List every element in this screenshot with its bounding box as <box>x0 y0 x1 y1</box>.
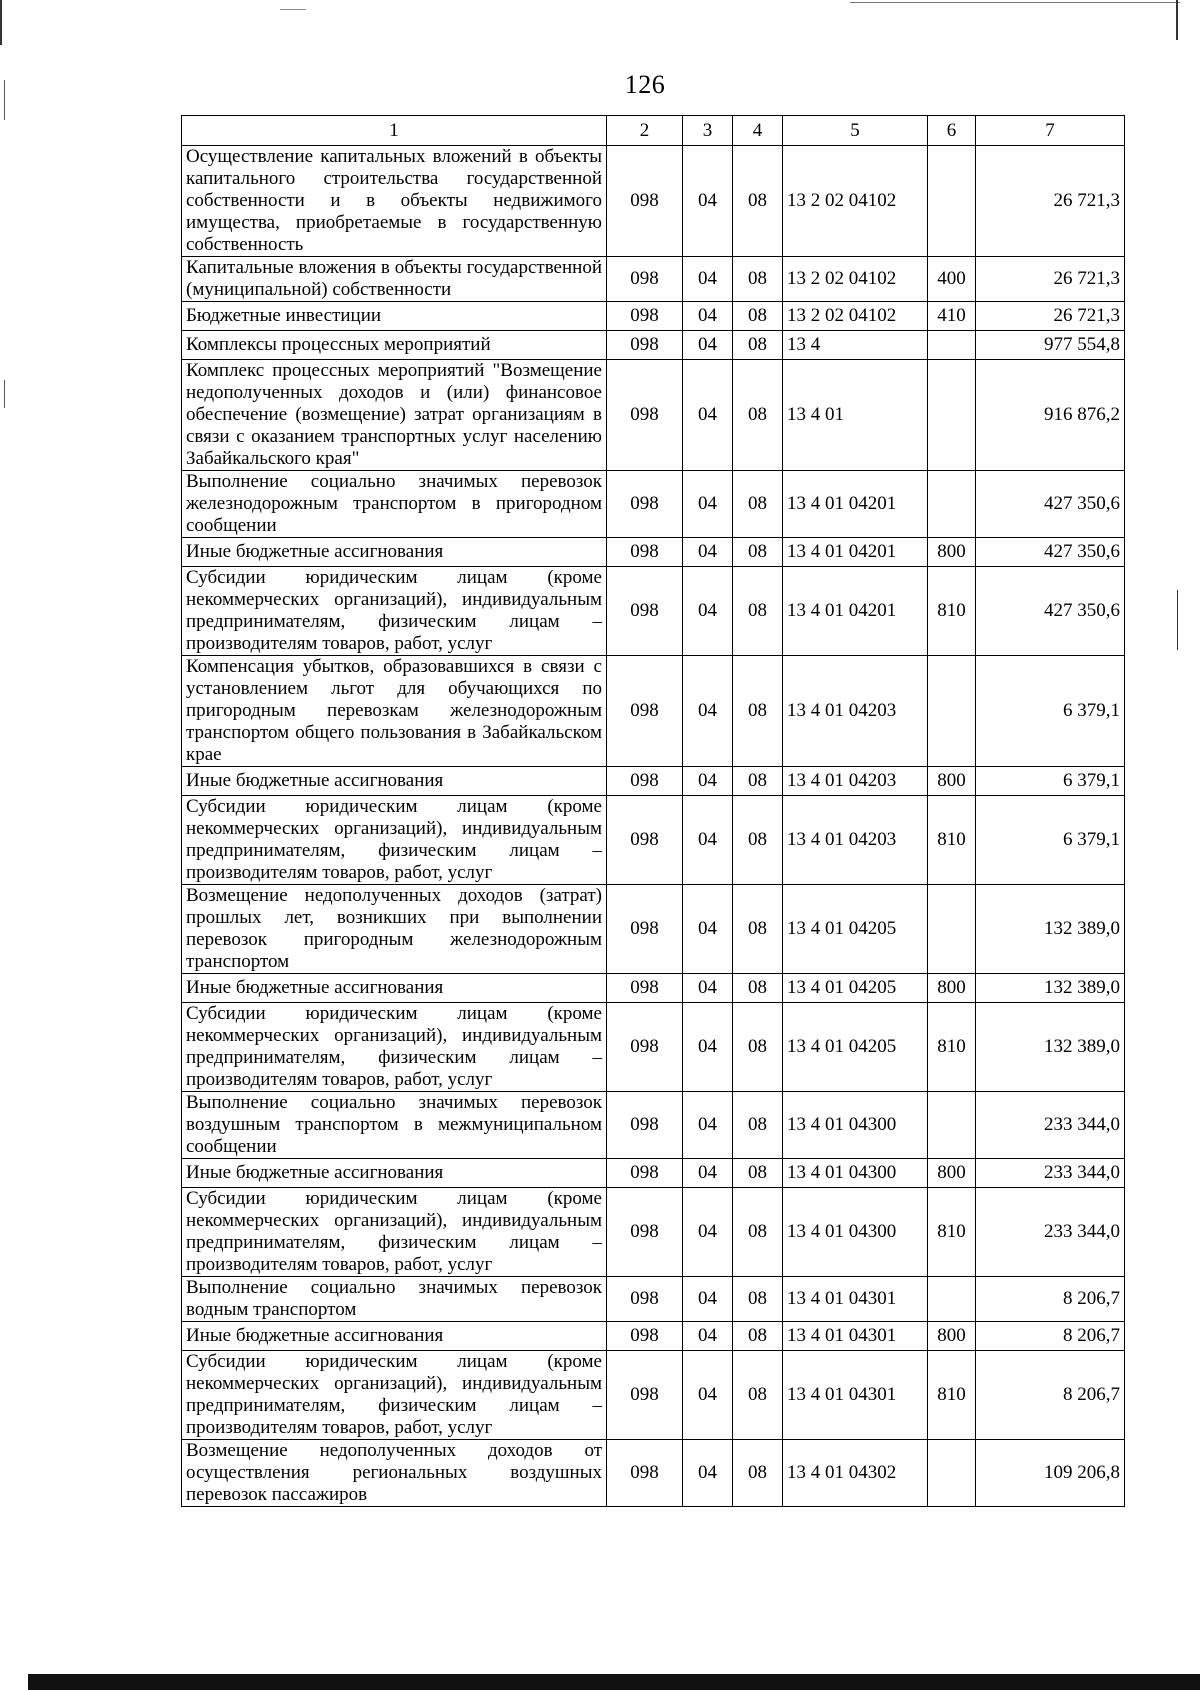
target-article-cell: 13 4 01 04201 <box>783 471 928 538</box>
target-article-cell: 13 4 01 04201 <box>783 567 928 656</box>
grbs-code-cell: 098 <box>607 257 683 302</box>
grbs-code-cell: 098 <box>607 1322 683 1351</box>
grbs-code-cell: 098 <box>607 974 683 1003</box>
section-code-cell: 04 <box>683 257 733 302</box>
row-name-cell: Субсидии юридическим лицам (кроме некоммерческих организаций), индивидуальным предпринимателям, физическим лицам – производителям товаров, работ, услуг <box>182 1003 607 1092</box>
table-header-row <box>182 116 1125 146</box>
grbs-code-cell: 098 <box>607 360 683 471</box>
row-name-cell: Выполнение социально значимых перевозок водным транспортом <box>182 1277 607 1322</box>
budget-table <box>181 115 1125 1507</box>
table-row <box>182 885 1125 974</box>
subsection-code-cell: 08 <box>733 767 783 796</box>
target-article-cell: 13 4 <box>783 331 928 360</box>
expense-type-cell <box>928 1092 976 1159</box>
target-article-cell: 13 4 01 04203 <box>783 767 928 796</box>
section-code-cell: 04 <box>683 1277 733 1322</box>
grbs-code-cell: 098 <box>607 538 683 567</box>
target-article-cell: 13 4 01 04302 <box>783 1440 928 1507</box>
expense-type-cell: 810 <box>928 1003 976 1092</box>
grbs-code-cell: 098 <box>607 1440 683 1507</box>
subsection-code-cell: 08 <box>733 974 783 1003</box>
target-article-cell: 13 4 01 04301 <box>783 1351 928 1440</box>
amount-cell: 233 344,0 <box>976 1159 1125 1188</box>
subsection-code-cell: 08 <box>733 567 783 656</box>
scan-artifact <box>28 1674 1200 1690</box>
section-code-cell: 04 <box>683 1440 733 1507</box>
table-body <box>182 146 1125 1507</box>
subsection-code-cell: 08 <box>733 1277 783 1322</box>
subsection-code-cell: 08 <box>733 538 783 567</box>
target-article-cell: 13 4 01 04300 <box>783 1159 928 1188</box>
scan-artifact <box>1176 0 1178 40</box>
subsection-code-cell: 08 <box>733 471 783 538</box>
section-code-cell: 04 <box>683 302 733 331</box>
target-article-cell: 13 4 01 04301 <box>783 1277 928 1322</box>
section-code-cell: 04 <box>683 1351 733 1440</box>
column-header: 1 <box>182 116 607 146</box>
row-name-cell: Капитальные вложения в объекты государственной (муниципальной) собственности <box>182 257 607 302</box>
amount-cell: 427 350,6 <box>976 538 1125 567</box>
amount-cell: 6 379,1 <box>976 656 1125 767</box>
subsection-code-cell: 08 <box>733 257 783 302</box>
row-name-cell: Иные бюджетные ассигнования <box>182 974 607 1003</box>
target-article-cell: 13 4 01 04201 <box>783 538 928 567</box>
expense-type-cell: 410 <box>928 302 976 331</box>
amount-cell: 427 350,6 <box>976 567 1125 656</box>
scan-artifact <box>1177 590 1178 650</box>
section-code-cell: 04 <box>683 767 733 796</box>
page-number: 126 <box>624 70 666 99</box>
grbs-code-cell: 098 <box>607 1092 683 1159</box>
amount-cell: 6 379,1 <box>976 767 1125 796</box>
section-code-cell: 04 <box>683 567 733 656</box>
expense-type-cell: 800 <box>928 538 976 567</box>
amount-cell: 233 344,0 <box>976 1092 1125 1159</box>
grbs-code-cell: 098 <box>607 796 683 885</box>
column-header: 7 <box>976 116 1125 146</box>
subsection-code-cell: 08 <box>733 1092 783 1159</box>
target-article-cell: 13 4 01 04300 <box>783 1188 928 1277</box>
amount-cell: 109 206,8 <box>976 1440 1125 1507</box>
scan-artifact <box>0 0 2 45</box>
table-row <box>182 331 1125 360</box>
expense-type-cell <box>928 331 976 360</box>
scan-artifact <box>850 2 1180 3</box>
row-name-cell: Иные бюджетные ассигнования <box>182 538 607 567</box>
target-article-cell: 13 4 01 04205 <box>783 974 928 1003</box>
amount-cell: 8 206,7 <box>976 1351 1125 1440</box>
subsection-code-cell: 08 <box>733 146 783 257</box>
row-name-cell: Компенсация убытков, образовавшихся в связи с установлением льгот для обучающихся по пригородным перевозкам железнодорожным транспортом общего пользования в Забайкальском крае <box>182 656 607 767</box>
expense-type-cell: 810 <box>928 1351 976 1440</box>
grbs-code-cell: 098 <box>607 885 683 974</box>
target-article-cell: 13 2 02 04102 <box>783 302 928 331</box>
amount-cell: 977 554,8 <box>976 331 1125 360</box>
grbs-code-cell: 098 <box>607 767 683 796</box>
table-row <box>182 767 1125 796</box>
target-article-cell: 13 4 01 04205 <box>783 885 928 974</box>
expense-type-cell <box>928 471 976 538</box>
row-name-cell: Иные бюджетные ассигнования <box>182 1322 607 1351</box>
column-header: 4 <box>733 116 783 146</box>
expense-type-cell <box>928 360 976 471</box>
section-code-cell: 04 <box>683 331 733 360</box>
section-code-cell: 04 <box>683 885 733 974</box>
scan-artifact <box>4 380 5 408</box>
grbs-code-cell: 098 <box>607 146 683 257</box>
expense-type-cell: 810 <box>928 796 976 885</box>
expense-type-cell <box>928 146 976 257</box>
target-article-cell: 13 4 01 04300 <box>783 1092 928 1159</box>
subsection-code-cell: 08 <box>733 1188 783 1277</box>
row-name-cell: Субсидии юридическим лицам (кроме некоммерческих организаций), индивидуальным предпринимателям, физическим лицам – производителям товаров, работ, услуг <box>182 1351 607 1440</box>
amount-cell: 6 379,1 <box>976 796 1125 885</box>
scan-artifact <box>280 9 306 10</box>
table-row <box>182 1322 1125 1351</box>
subsection-code-cell: 08 <box>733 1440 783 1507</box>
table-row <box>182 1092 1125 1159</box>
target-article-cell: 13 4 01 04203 <box>783 796 928 885</box>
grbs-code-cell: 098 <box>607 1351 683 1440</box>
section-code-cell: 04 <box>683 146 733 257</box>
table-row <box>182 1440 1125 1507</box>
table-row <box>182 360 1125 471</box>
target-article-cell: 13 4 01 04205 <box>783 1003 928 1092</box>
section-code-cell: 04 <box>683 360 733 471</box>
section-code-cell: 04 <box>683 471 733 538</box>
amount-cell: 233 344,0 <box>976 1188 1125 1277</box>
subsection-code-cell: 08 <box>733 796 783 885</box>
subsection-code-cell: 08 <box>733 885 783 974</box>
target-article-cell: 13 4 01 04203 <box>783 656 928 767</box>
expense-type-cell <box>928 656 976 767</box>
row-name-cell: Выполнение социально значимых перевозок воздушным транспортом в межмуниципальном сообщении <box>182 1092 607 1159</box>
amount-cell: 132 389,0 <box>976 885 1125 974</box>
row-name-cell: Осуществление капитальных вложений в объекты капитального строительства государственной собственности и в объекты недвижимого имущества, приобретаемые в государственную собственность <box>182 146 607 257</box>
expense-type-cell: 810 <box>928 567 976 656</box>
section-code-cell: 04 <box>683 974 733 1003</box>
table-row <box>182 796 1125 885</box>
amount-cell: 132 389,0 <box>976 1003 1125 1092</box>
grbs-code-cell: 098 <box>607 1159 683 1188</box>
column-header: 5 <box>783 116 928 146</box>
row-name-cell: Возмещение недополученных доходов от осуществления региональных воздушных перевозок пассажиров <box>182 1440 607 1507</box>
subsection-code-cell: 08 <box>733 1159 783 1188</box>
row-name-cell: Комплекс процессных мероприятий "Возмещение недополученных доходов и (или) финансовое обеспечение (возмещение) затрат организациям в связи с оказанием транспортных услуг населению Забайкальского края" <box>182 360 607 471</box>
expense-type-cell: 800 <box>928 767 976 796</box>
subsection-code-cell: 08 <box>733 1351 783 1440</box>
section-code-cell: 04 <box>683 1159 733 1188</box>
table-row <box>182 257 1125 302</box>
target-article-cell: 13 4 01 04301 <box>783 1322 928 1351</box>
table-row <box>182 1351 1125 1440</box>
table-row <box>182 1188 1125 1277</box>
row-name-cell: Возмещение недополученных доходов (затрат) прошлых лет, возникших при выполнении перевозок пригородным железнодорожным транспортом <box>182 885 607 974</box>
section-code-cell: 04 <box>683 656 733 767</box>
expense-type-cell: 810 <box>928 1188 976 1277</box>
amount-cell: 8 206,7 <box>976 1322 1125 1351</box>
subsection-code-cell: 08 <box>733 1322 783 1351</box>
amount-cell: 8 206,7 <box>976 1277 1125 1322</box>
amount-cell: 132 389,0 <box>976 974 1125 1003</box>
subsection-code-cell: 08 <box>733 656 783 767</box>
amount-cell: 26 721,3 <box>976 302 1125 331</box>
expense-type-cell <box>928 885 976 974</box>
section-code-cell: 04 <box>683 1092 733 1159</box>
subsection-code-cell: 08 <box>733 302 783 331</box>
row-name-cell: Иные бюджетные ассигнования <box>182 767 607 796</box>
grbs-code-cell: 098 <box>607 1003 683 1092</box>
expense-type-cell: 800 <box>928 974 976 1003</box>
expense-type-cell: 400 <box>928 257 976 302</box>
section-code-cell: 04 <box>683 796 733 885</box>
table-row <box>182 1159 1125 1188</box>
column-header: 6 <box>928 116 976 146</box>
grbs-code-cell: 098 <box>607 302 683 331</box>
amount-cell: 916 876,2 <box>976 360 1125 471</box>
expense-type-cell: 800 <box>928 1159 976 1188</box>
row-name-cell: Иные бюджетные ассигнования <box>182 1159 607 1188</box>
grbs-code-cell: 098 <box>607 1277 683 1322</box>
grbs-code-cell: 098 <box>607 656 683 767</box>
row-name-cell: Субсидии юридическим лицам (кроме некоммерческих организаций), индивидуальным предпринимателям, физическим лицам – производителям товаров, работ, услуг <box>182 796 607 885</box>
subsection-code-cell: 08 <box>733 360 783 471</box>
section-code-cell: 04 <box>683 1003 733 1092</box>
section-code-cell: 04 <box>683 1188 733 1277</box>
target-article-cell: 13 2 02 04102 <box>783 146 928 257</box>
expense-type-cell <box>928 1440 976 1507</box>
target-article-cell: 13 4 01 <box>783 360 928 471</box>
expense-type-cell: 800 <box>928 1322 976 1351</box>
table-row <box>182 1277 1125 1322</box>
section-code-cell: 04 <box>683 538 733 567</box>
amount-cell: 427 350,6 <box>976 471 1125 538</box>
amount-cell: 26 721,3 <box>976 257 1125 302</box>
target-article-cell: 13 2 02 04102 <box>783 257 928 302</box>
subsection-code-cell: 08 <box>733 331 783 360</box>
table-row <box>182 302 1125 331</box>
table-row <box>182 974 1125 1003</box>
section-code-cell: 04 <box>683 1322 733 1351</box>
table-row <box>182 567 1125 656</box>
expense-type-cell <box>928 1277 976 1322</box>
row-name-cell: Комплексы процессных мероприятий <box>182 331 607 360</box>
row-name-cell: Бюджетные инвестиции <box>182 302 607 331</box>
column-header: 3 <box>683 116 733 146</box>
amount-cell: 26 721,3 <box>976 146 1125 257</box>
grbs-code-cell: 098 <box>607 567 683 656</box>
table-row <box>182 146 1125 257</box>
table-row <box>182 538 1125 567</box>
subsection-code-cell: 08 <box>733 1003 783 1092</box>
table-row <box>182 471 1125 538</box>
table-row <box>182 656 1125 767</box>
grbs-code-cell: 098 <box>607 1188 683 1277</box>
row-name-cell: Субсидии юридическим лицам (кроме некоммерческих организаций), индивидуальным предпринимателям, физическим лицам – производителям товаров, работ, услуг <box>182 1188 607 1277</box>
table-row <box>182 1003 1125 1092</box>
row-name-cell: Выполнение социально значимых перевозок железнодорожным транспортом в пригородном сообщении <box>182 471 607 538</box>
grbs-code-cell: 098 <box>607 471 683 538</box>
row-name-cell: Субсидии юридическим лицам (кроме некоммерческих организаций), индивидуальным предпринимателям, физическим лицам – производителям товаров, работ, услуг <box>182 567 607 656</box>
column-header: 2 <box>607 116 683 146</box>
grbs-code-cell: 098 <box>607 331 683 360</box>
